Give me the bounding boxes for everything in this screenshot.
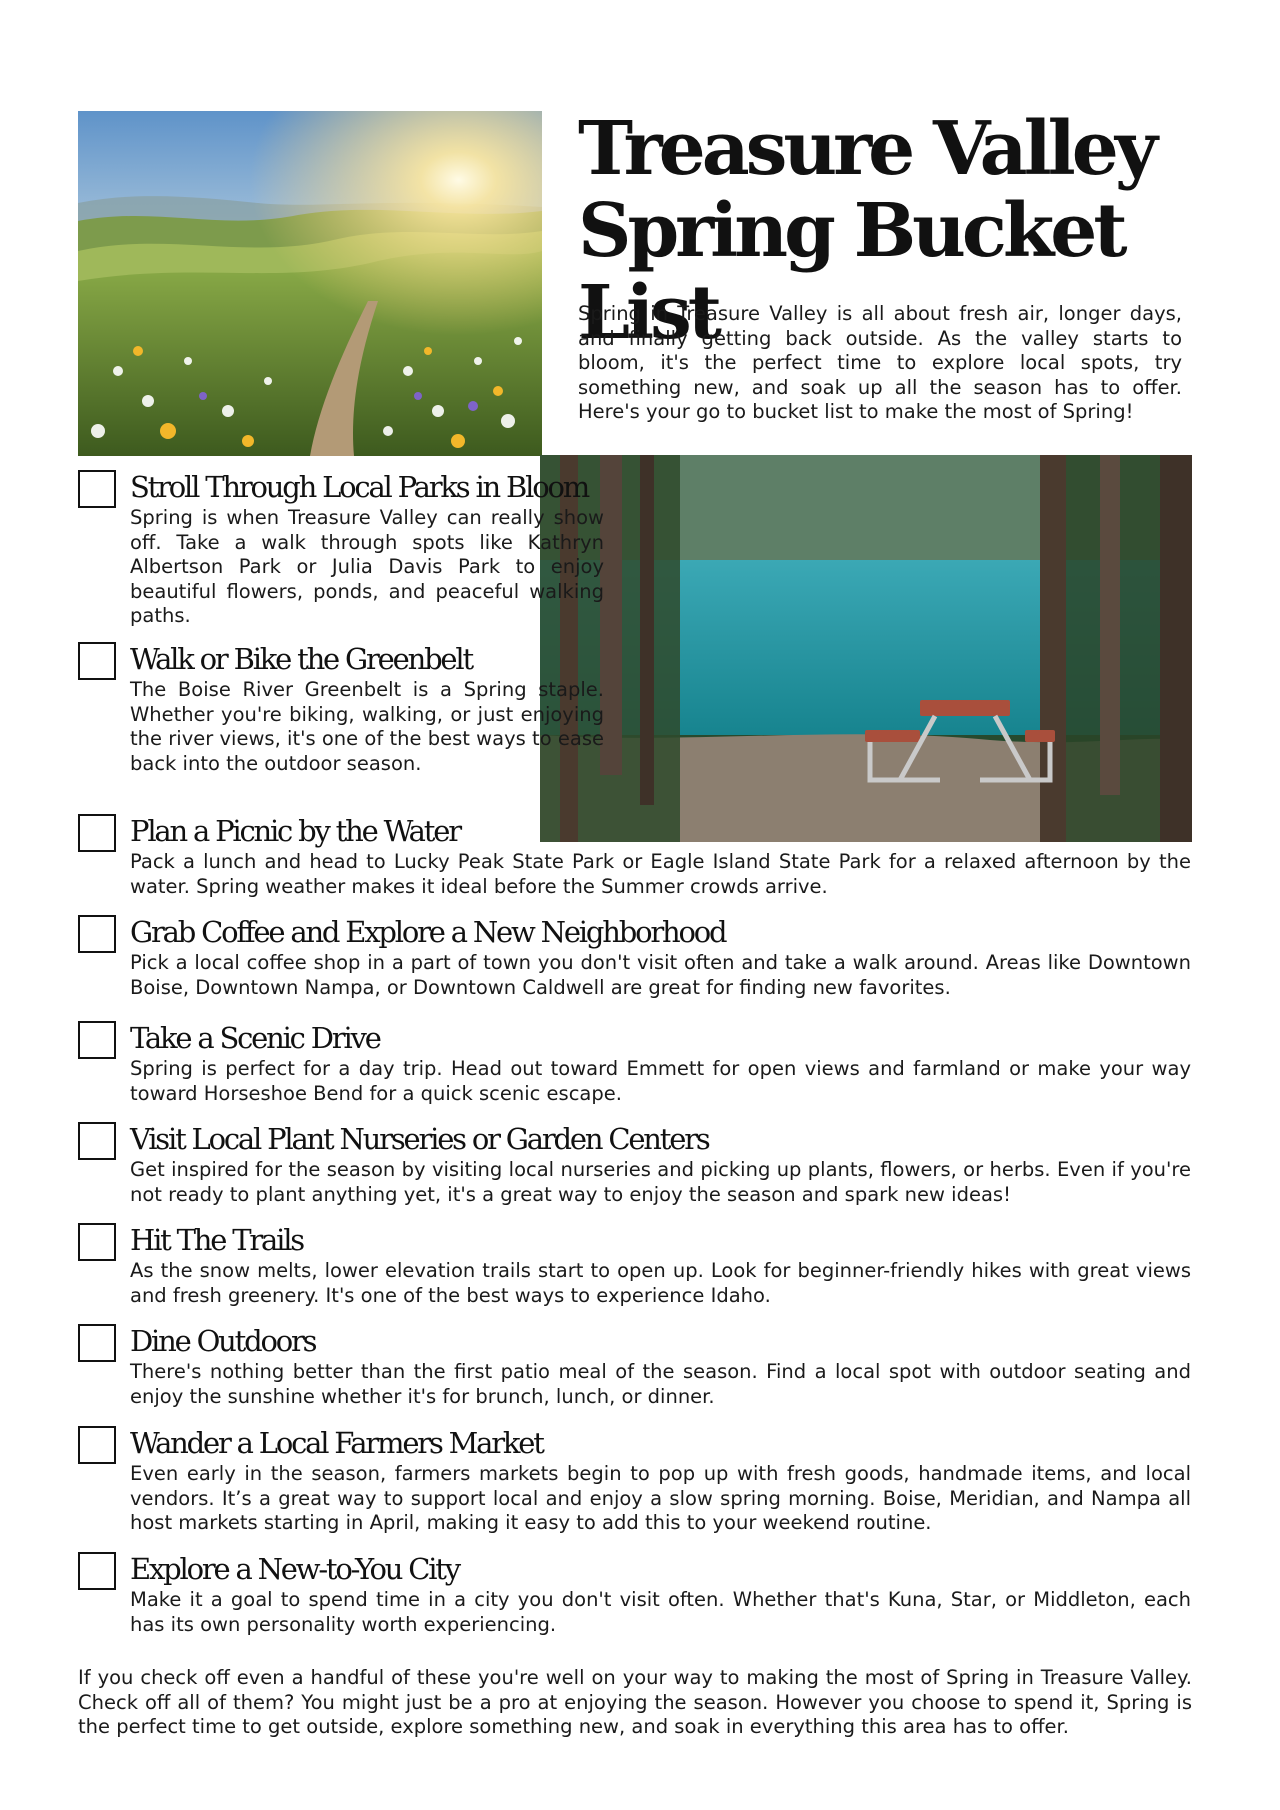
item-title: Stroll Through Local Parks in Bloom [130, 470, 589, 504]
item-title: Visit Local Plant Nurseries or Garden Centers [130, 1122, 709, 1156]
item-description: As the snow melts, lower elevation trails start to open up. Look for beginner-friendly hikes with great views and fresh greenery. It's one of the best ways to experience Idaho. [130, 1259, 1191, 1307]
item-title: Wander a Local Farmers Market [130, 1426, 543, 1460]
item-checkbox[interactable] [78, 642, 116, 680]
item-description: Pick a local coffee shop in a part of town you don't visit often and take a walk around. Areas like Downtown Boise, Downtown Nampa, or Downtown Caldwell are great for finding new favorites. [130, 951, 1191, 999]
item-checkbox[interactable] [78, 1426, 116, 1464]
lake-picnic-photo [540, 455, 1192, 842]
item-description: Spring is perfect for a day trip. Head out toward Emmett for open views and farmland or make your way toward Horseshoe Bend for a quick scenic escape. [130, 1057, 1191, 1105]
closing-paragraph: If you check off even a handful of these you're well on your way to making the most of Spring in Treasure Valley. Check off all of them? You might just be a pro at enjoying the season. However you choose to spend it, Spring is the perfect time to get outside, explore something new, and soak in everything this area has to offer. [78, 1666, 1192, 1738]
item-title: Dine Outdoors [130, 1324, 316, 1358]
item-checkbox[interactable] [78, 1552, 116, 1590]
item-description: Make it a goal to spend time in a city you don't visit often. Whether that's Kuna, Star, or Middleton, each has its own personality worth experiencing. [130, 1588, 1191, 1636]
item-checkbox[interactable] [78, 1223, 116, 1261]
item-description: There's nothing better than the first patio meal of the season. Find a local spot with outdoor seating and enjoy the sunshine whether it's for brunch, lunch, or dinner. [130, 1360, 1191, 1408]
item-checkbox[interactable] [78, 915, 116, 953]
meadow-sunrise-photo [78, 111, 542, 456]
item-description: Spring is when Treasure Valley can really show off. Take a walk through spots like Kathryn Albertson Park or Julia Davis Park to enjoy beautiful flowers, ponds, and peaceful walking paths. [130, 506, 604, 627]
item-checkbox[interactable] [78, 470, 116, 508]
item-title: Grab Coffee and Explore a New Neighborhood [130, 915, 726, 949]
item-description: Pack a lunch and head to Lucky Peak State Park or Eagle Island State Park for a relaxed afternoon by the water. Spring weather makes it ideal before the Summer crowds arrive. [130, 850, 1191, 898]
item-title: Take a Scenic Drive [130, 1021, 380, 1055]
item-description: Get inspired for the season by visiting local nurseries and picking up plants, flowers, or herbs. Even if you're not ready to plant anything yet, it's a great way to enjoy the season and spark new ideas! [130, 1158, 1191, 1206]
item-title: Hit The Trails [130, 1223, 303, 1257]
item-description: Even early in the season, farmers markets begin to pop up with fresh goods, handmade items, and local vendors. It’s a great way to support local and enjoy a slow spring morning. Boise, Meridian, and Nampa all host markets starting in April, making it easy to add this to your weekend routine. [130, 1462, 1191, 1534]
title-line-2: Spring Bucket List [578, 188, 1124, 356]
item-title: Explore a New-to-You City [130, 1552, 459, 1586]
title-line-1: Treasure Valley [578, 106, 1154, 192]
intro-paragraph: Spring in Treasure Valley is all about fresh air, longer days, and finally getting back outside. As the valley starts to bloom, it's the perfect time to explore local spots, try something new, and soak up all the season has to offer. Here's your go to bucket list to make the most of Spring! [578, 302, 1182, 423]
item-title: Walk or Bike the Greenbelt [130, 642, 472, 676]
item-description: The Boise River Greenbelt is a Spring staple. Whether you're biking, walking, or just enjoying the river views, it's one of the best ways to ease back into the outdoor season. [130, 678, 604, 775]
item-checkbox[interactable] [78, 1122, 116, 1160]
item-title: Plan a Picnic by the Water [130, 814, 460, 848]
item-checkbox[interactable] [78, 1021, 116, 1059]
item-checkbox[interactable] [78, 814, 116, 852]
item-checkbox[interactable] [78, 1324, 116, 1362]
